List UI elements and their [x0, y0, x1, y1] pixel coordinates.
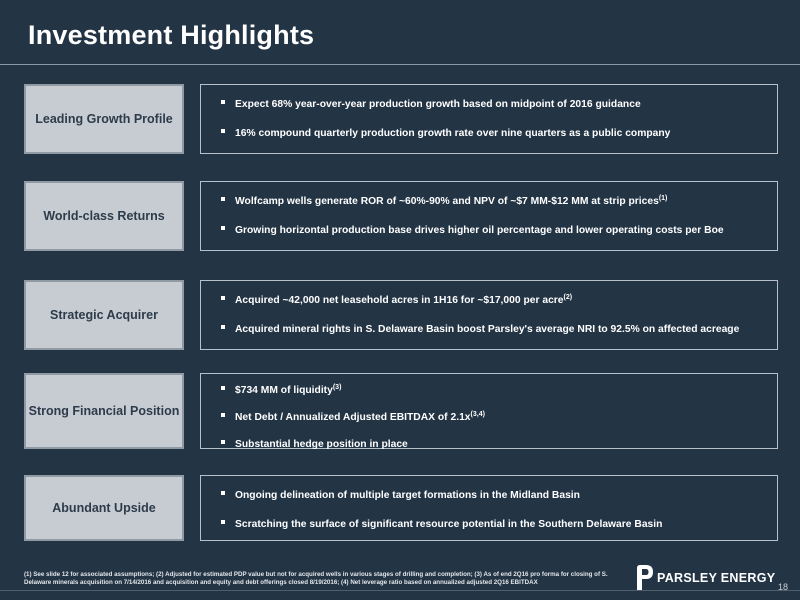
page-number: 18 — [778, 582, 789, 592]
section-world-class-returns — [24, 181, 778, 251]
section-content — [200, 84, 778, 154]
section-label: Strategic Acquirer — [24, 280, 184, 350]
section-content — [200, 280, 778, 350]
section-content — [200, 373, 778, 449]
section-label: Leading Growth Profile — [24, 84, 184, 154]
section-label: World-class Returns — [24, 181, 184, 251]
company-logo-text: PARSLEY ENERGY — [657, 571, 776, 585]
title-divider — [0, 64, 800, 65]
section-strong-financial — [24, 373, 778, 449]
bullet-item: Net Debt / Annualized Adjusted EBITDAX of $2.1x^{(3,4)}$ — [221, 408, 767, 425]
bullet-item: 16% compound quarterly production growth rate over nine quarters as a public company — [221, 124, 767, 141]
page-title: Investment Highlights — [28, 20, 315, 50]
section-label: Strong Financial Position — [24, 373, 184, 449]
bullet-item: Wolfcamp wells generate ROR of ~60%-90% and NPV of ~$7 MM-$12 MM at strip prices$^{(1)}$ — [221, 192, 767, 209]
bullet-item: Growing horizontal production base drives higher oil percentage and lower operating costs per Boe — [221, 221, 767, 238]
bullet-item: Ongoing delineation of multiple target formations in the Midland Basin — [221, 486, 767, 503]
section-content — [200, 181, 778, 251]
bullet-item: Substantial hedge position in place — [221, 435, 767, 452]
bullet-item: $734 MM of liquidity$^{(3)}$ — [221, 381, 767, 398]
footnote-text: (1) See slide 12 for associated assumptions; (2) Adjusted for estimated PDP value but not for acquired wells in various stages of drilling and completion; (3) As of end 2Q16 pro forma for closing of S. Delaware minerals acquisition on 7/14/2016 and acquisition and equity and debt offerings closed 8/19/2016; (4) Net leverage ratio based on annualized adjusted 2Q16 EBITDAX — [24, 571, 608, 586]
section-leading-growth — [24, 84, 778, 154]
bullet-item: Acquired mineral rights in S. Delaware Basin boost Parsley's average NRI to 92.5% on affected acreage — [221, 320, 767, 337]
section-label: Abundant Upside — [24, 475, 184, 541]
company-logo — [634, 564, 775, 590]
bullet-item: Scratching the surface of significant resource potential in the Southern Delaware Basin — [221, 515, 767, 532]
section-strategic-acquirer — [24, 280, 778, 350]
bullet-item: Expect 68% year-over-year production growth based on midpoint of 2016 guidance — [221, 95, 767, 112]
parsley-logo-icon — [634, 564, 654, 590]
section-content — [200, 475, 778, 541]
section-abundant-upside — [24, 475, 778, 541]
bullet-item: Acquired ~42,000 net leasehold acres in 1H16 for ~$17,000 per acre$^{(2)}$ — [221, 291, 767, 308]
footer-divider — [0, 590, 800, 591]
